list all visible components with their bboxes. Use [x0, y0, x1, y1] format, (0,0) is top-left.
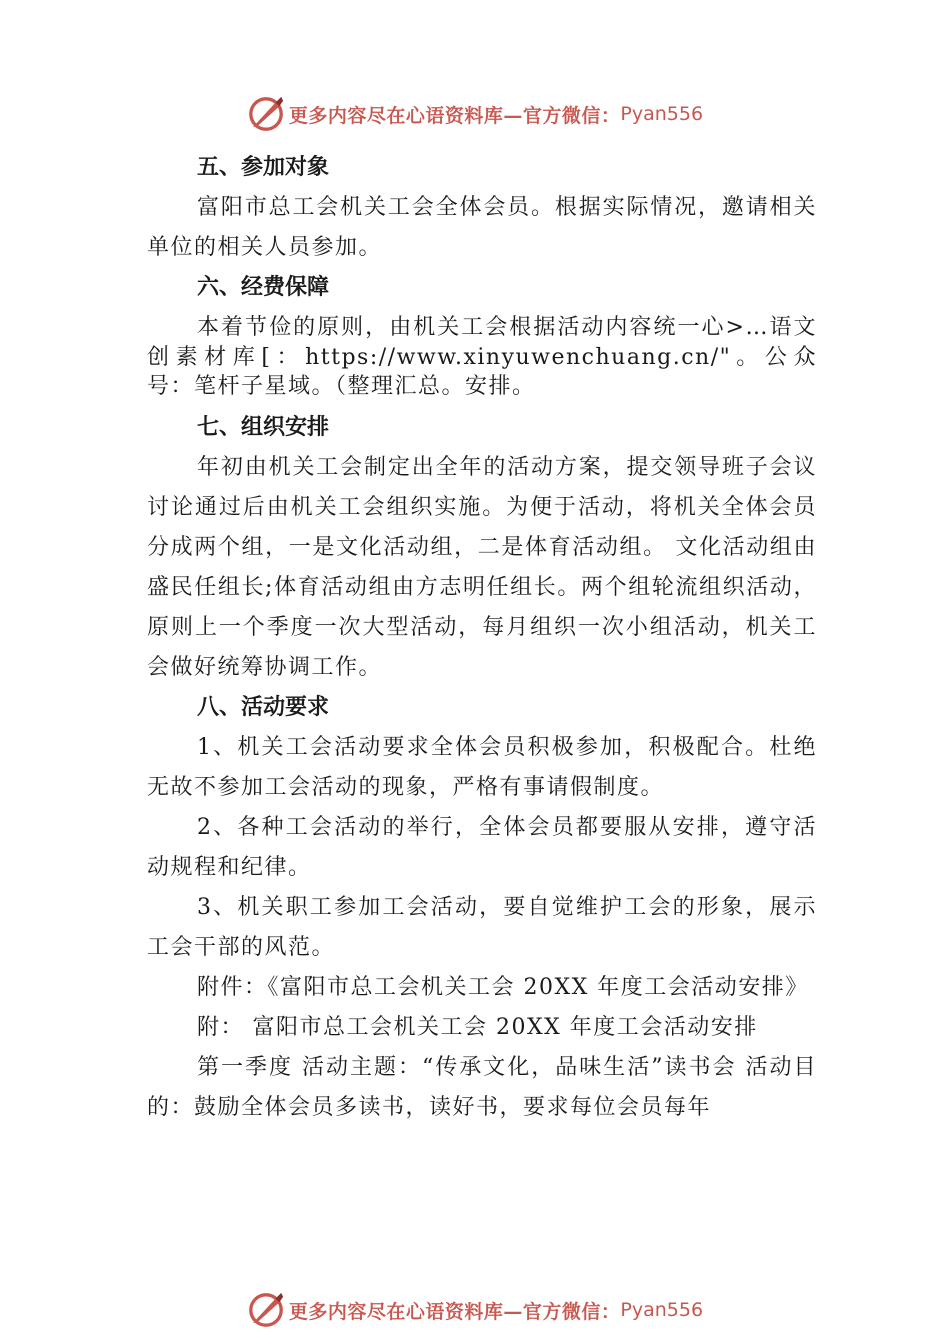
- section-text-6: 本着节俭的原则，由机关工会根据活动内容统一心>…语文创素材库[：https://www.xinyuwenchuang.cn/"。公众号：笔杆子星域。（整理汇总。安排。: [147, 315, 817, 399]
- banner-contact: Pyan556: [620, 1299, 704, 1321]
- q1-text: 第一季度 活动主题：“传承文化，品味生活”读书会 活动目的：鼓励全体会员多读书，读好书，要求每位会员每年: [147, 1054, 817, 1120]
- document-body: [147, 148, 817, 1128]
- banner-contact: Pyan556: [620, 103, 704, 125]
- header-banner: [0, 94, 950, 134]
- section-text-5: 富阳市总工会机关工会全体会员。根据实际情况，邀请相关单位的相关人员参加。: [147, 195, 817, 260]
- banner-text: 更多内容尽在心语资料库—官方微信：: [288, 1300, 621, 1323]
- requirement-item-3: 3、机关职工参加工会活动，要自觉维护工会的形象，展示工会干部的风范。: [147, 894, 817, 960]
- quill-logo-icon: [247, 1291, 285, 1329]
- footer-banner: [0, 1290, 950, 1330]
- section-heading-5: 五、参加对象: [197, 155, 330, 180]
- section-heading-7: 七、组织安排: [197, 414, 330, 440]
- requirement-item-1: 1、机关工会活动要求全体会员积极参加，积极配合。杜绝无故不参加工会活动的现象，严格有事请假制度。: [147, 734, 817, 800]
- appendix-title: 附： 富阳市总工会机关工会 20XX 年度工会活动安排: [197, 1014, 758, 1040]
- section-heading-6: 六、经费保障: [197, 275, 330, 300]
- section-heading-8: 八、活动要求: [197, 694, 330, 720]
- quill-logo-icon: [247, 95, 285, 133]
- requirement-item-2: 2、各种工会活动的举行，全体会员都要服从安排，遵守活动规程和纪律。: [147, 814, 817, 880]
- attachment-line: 附件：《富阳市总工会机关工会 20XX 年度工会活动安排》: [197, 974, 809, 1000]
- section-text-7: 年初由机关工会制定出全年的活动方案，提交领导班子会议讨论通过后由机关工会组织实施。为便于活动，将机关全体会员分成两个组，一是文化活动组，二是体育活动组。 文化活动组由盛民任组长;体育活动组由方志明任组长。两个组轮流组织活动，原则上一个季度一次大型活动，每月组织一次小组活动，机关工会做好统筹协调工作。: [147, 454, 817, 680]
- banner-text: 更多内容尽在心语资料库—官方微信：: [288, 104, 621, 127]
